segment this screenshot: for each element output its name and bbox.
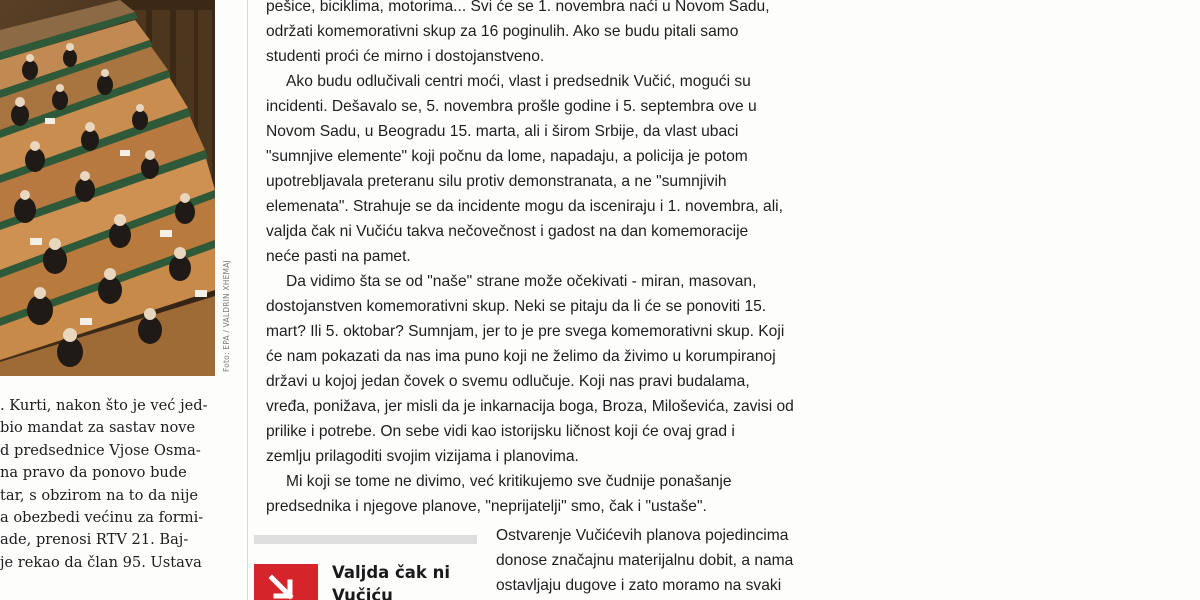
article-line: će nam pokazati da nas ima puno koji ne želimo da živimo u korumpiranoj [266, 348, 776, 365]
left-column-line: ade, prenosi RTV 21. Baj- [0, 531, 189, 549]
left-column-line: bio mandat za sastav nove [0, 419, 196, 437]
left-column-line: . Kurti, nakon što je već jed- [0, 397, 208, 414]
article-line: Da vidimo šta se od "naše" strane može očekivati - miran, masovan, [286, 273, 757, 290]
pull-quote-line: Vučiću [332, 586, 393, 600]
article-line: upotrebljavala preteranu silu protiv demonstranata, a ne "sumnjivih [266, 173, 727, 190]
pull-quote-line: Valjda čak ni [332, 563, 451, 582]
photo-credit: Foto: EPA / VALDRIN XHEMAJ [222, 260, 231, 372]
column-divider [247, 0, 248, 600]
article-line: predsednika i njegove planove, "neprijatelji" smo, čak i "ustaše". [266, 498, 707, 515]
article-continuation-line: Ostvarenje Vučićevih planova pojedincima [496, 527, 789, 544]
article-line: vređa, ponižava, jer misli da je inkarnacija boga, Broza, Miloševića, zavisi od [266, 398, 794, 415]
article-line: zemlju prilagoditi svojim vizijama i planovima. [266, 448, 579, 465]
left-column-line: tar, s obzirom na to da nije [0, 486, 199, 504]
article-line: državi u kojoj jedan čovek o svemu odlučuje. Koji nas pravi budalama, [266, 373, 750, 390]
article-line: neće pasti na pamet. [266, 248, 411, 265]
article-line: studenti proći će mirno i dostojanstveno. [266, 48, 545, 65]
left-column-line: je rekao da član 95. Ustava [0, 553, 202, 571]
article-line: dostojanstven komemorativni skup. Neki se pitaju da li će se ponoviti 15. [266, 298, 767, 315]
article-line: Novom Sadu, u Beogradu 15. marta, ali i širom Srbije, da vlast ubaci [266, 123, 739, 140]
article-line: Mi koji se tome ne divimo, već kritikujemo sve čudnije ponašanje [286, 473, 732, 490]
article-line: incidenti. Dešavalo se, 5. novembra prošle godine i 5. septembra ove u [266, 98, 757, 115]
article-line: "sumnjive elemente" koji počnu da lome, napadaju, a policija je potom [266, 148, 748, 165]
left-column-line: a obezbedi većinu za formi- [0, 509, 204, 527]
quote-arrow-icon [254, 564, 318, 600]
article-line: prilike i potrebe. On sebe vidi kao istorijsku ličnost koji će ovaj grad i [266, 423, 735, 440]
article-line: mart? Ili 5. oktobar? Sumnjam, jer to je pre svega komemorativni skup. Koji [266, 323, 785, 340]
pull-quote-text [332, 561, 472, 600]
article-continuation-line: ostavljaju dugove i zato moramo na svaki [496, 577, 782, 594]
article-body [266, 0, 836, 519]
article-line: održati komemorativni skup za 16 poginulih. Ako se budu pitali samo [266, 23, 739, 40]
article-line: Ako budu odlučivali centri moći, vlast i predsednik Vučić, mogući su [286, 73, 751, 90]
article-line: valjda čak ni Vučiću takva nečovečnost i gadost na dan komemoracije [266, 223, 749, 240]
left-column-text [0, 395, 216, 574]
article-continuation [496, 523, 836, 598]
article-line: elemenata". Strahuje se da incidente mogu da isceniraju i 1. novembra, ali, [266, 198, 783, 215]
pull-quote [254, 535, 477, 600]
left-column-line: d predsednice Vjose Osma- [0, 441, 201, 459]
parliament-illustration [0, 0, 215, 376]
article-line: pešice, biciklima, motorima... Svi će se 1. novembra naći u Novom Sadu, [266, 0, 770, 15]
parliament-photo [0, 0, 215, 376]
article-continuation-line: donose značajnu materijalnu dobit, a nama [496, 552, 794, 569]
left-column-line: na pravo da ponovo bude [0, 464, 187, 482]
